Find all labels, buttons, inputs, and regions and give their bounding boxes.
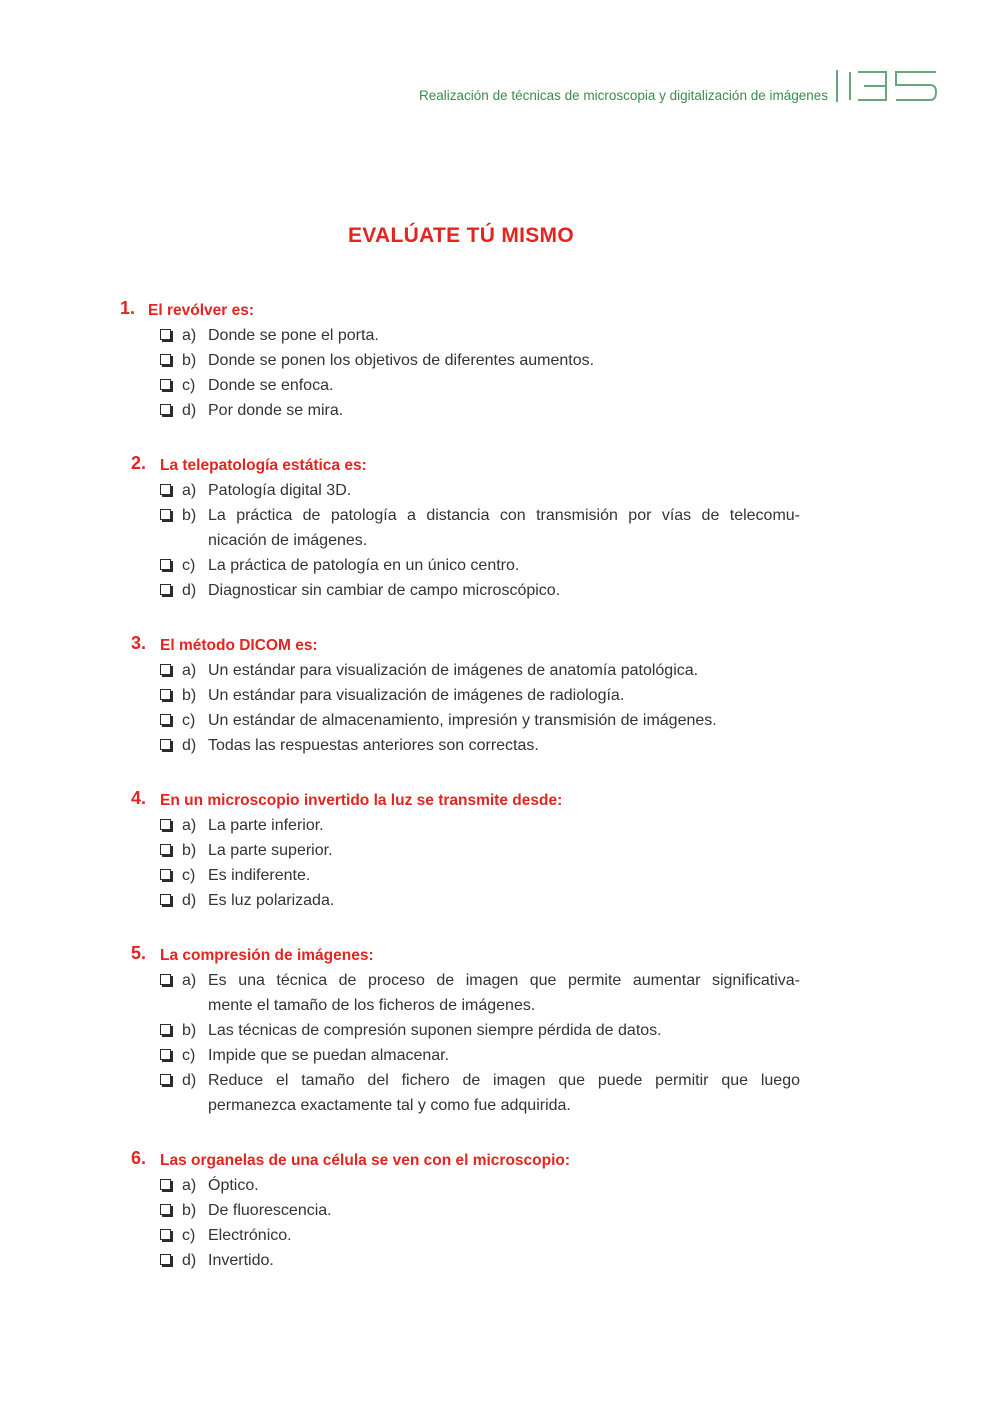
option-text: Un estándar de almacenamiento, impresión y transmisión de imágenes.	[208, 712, 717, 729]
question-text: El método DICOM es:	[160, 637, 318, 654]
option-letter: c)	[182, 1047, 196, 1064]
checkbox-icon[interactable]	[160, 379, 171, 390]
checkbox-icon[interactable]	[160, 404, 171, 415]
option-letter: d)	[182, 1252, 197, 1269]
checkbox-icon[interactable]	[160, 869, 171, 880]
question-number: 4.	[131, 788, 147, 808]
checkbox-icon[interactable]	[160, 1254, 171, 1265]
option-text: De fluorescencia.	[208, 1202, 332, 1219]
option-text: La parte superior.	[208, 842, 333, 859]
question-text: En un microscopio invertido la luz se transmite desde:	[160, 792, 563, 809]
option-letter: b)	[182, 1022, 197, 1039]
checkbox-icon[interactable]	[160, 559, 171, 570]
option-text: Es indiferente.	[208, 867, 311, 884]
checkbox-icon[interactable]	[160, 1229, 171, 1240]
question-text: La compresión de imágenes:	[160, 947, 374, 964]
option-text-continuation: nicación de imágenes.	[208, 532, 368, 549]
option-letter: a)	[182, 1177, 197, 1194]
checkbox-icon[interactable]	[160, 1049, 171, 1060]
question-number: 1.	[120, 298, 136, 318]
question-number: 3.	[131, 633, 147, 653]
checkbox-icon[interactable]	[160, 664, 171, 675]
option-text: Donde se enfoca.	[208, 377, 334, 394]
option-letter: a)	[182, 817, 197, 834]
page-title: EVALÚATE TÚ MISMO	[348, 224, 574, 247]
option-text: Invertido.	[208, 1252, 274, 1269]
checkbox-icon[interactable]	[160, 974, 171, 985]
checkbox-icon[interactable]	[160, 819, 171, 830]
option-text: Un estándar para visualización de imágenes de radiología.	[208, 687, 625, 704]
option-letter: b)	[182, 687, 197, 704]
question-text: Las organelas de una célula se ven con el microscopio:	[160, 1152, 571, 1169]
checkbox-icon[interactable]	[160, 689, 171, 700]
checkbox-icon[interactable]	[160, 329, 171, 340]
option-text: Por donde se mira.	[208, 402, 344, 419]
option-text: Patología digital 3D.	[208, 482, 352, 499]
option-text: Las técnicas de compresión suponen siempre pérdida de datos.	[208, 1022, 662, 1039]
checkbox-icon[interactable]	[160, 1204, 171, 1215]
option-letter: d)	[182, 582, 197, 599]
option-letter: d)	[182, 402, 197, 419]
option-text: Reduce el tamaño del fichero de imagen que puede permitir que luego	[208, 1072, 800, 1089]
checkbox-icon[interactable]	[160, 584, 171, 595]
checkbox-icon[interactable]	[160, 739, 171, 750]
option-text: La parte inferior.	[208, 817, 324, 834]
option-letter: b)	[182, 1202, 197, 1219]
option-text-continuation: permanezca exactamente tal y como fue adquirida.	[208, 1097, 571, 1114]
option-letter: d)	[182, 892, 197, 909]
checkbox-icon[interactable]	[160, 354, 171, 365]
option-letter: a)	[182, 662, 197, 679]
option-letter: c)	[182, 712, 196, 729]
option-text: Todas las respuestas anteriores son correctas.	[208, 737, 539, 754]
option-letter: c)	[182, 377, 196, 394]
option-letter: a)	[182, 327, 197, 344]
question-text: El revólver es:	[148, 302, 254, 319]
option-letter: b)	[182, 352, 197, 369]
option-text-continuation: mente el tamaño de los ficheros de imágenes.	[208, 997, 536, 1014]
option-text: La práctica de patología a distancia con transmisión por vías de telecomu-	[208, 507, 800, 524]
option-text: Es luz polarizada.	[208, 892, 335, 909]
option-text: Un estándar para visualización de imágenes de anatomía patológica.	[208, 662, 699, 679]
option-text: Óptico.	[208, 1177, 259, 1194]
option-letter: d)	[182, 1072, 197, 1089]
option-text: Es una técnica de proceso de imagen que permite aumentar significativa-	[208, 972, 800, 989]
page-number-logo	[846, 71, 942, 101]
question-number: 2.	[131, 453, 147, 473]
header-title: Realización de técnicas de microscopia y digitalización de imágenes	[419, 88, 828, 103]
option-letter: b)	[182, 842, 197, 859]
header-divider	[836, 70, 838, 102]
option-letter: a)	[182, 482, 197, 499]
option-text: Donde se ponen los objetivos de diferentes aumentos.	[208, 352, 595, 369]
checkbox-icon[interactable]	[160, 484, 171, 495]
option-letter: b)	[182, 507, 197, 524]
option-text: Donde se pone el porta.	[208, 327, 379, 344]
question-text: La telepatología estática es:	[160, 457, 367, 474]
option-letter: c)	[182, 557, 196, 574]
checkbox-icon[interactable]	[160, 714, 171, 725]
option-letter: c)	[182, 867, 196, 884]
checkbox-icon[interactable]	[160, 509, 171, 520]
question-number: 6.	[131, 1148, 147, 1168]
option-text: La práctica de patología en un único centro.	[208, 557, 520, 574]
question-number: 5.	[131, 943, 147, 963]
checkbox-icon[interactable]	[160, 894, 171, 905]
option-letter: c)	[182, 1227, 196, 1244]
option-text: Impide que se puedan almacenar.	[208, 1047, 450, 1064]
checkbox-icon[interactable]	[160, 1074, 171, 1085]
checkbox-icon[interactable]	[160, 1179, 171, 1190]
option-letter: a)	[182, 972, 197, 989]
option-text: Diagnosticar sin cambiar de campo microscópico.	[208, 582, 561, 599]
checkbox-icon[interactable]	[160, 1024, 171, 1035]
option-letter: d)	[182, 737, 197, 754]
checkbox-icon[interactable]	[160, 844, 171, 855]
option-text: Electrónico.	[208, 1227, 292, 1244]
running-header	[0, 68, 992, 108]
